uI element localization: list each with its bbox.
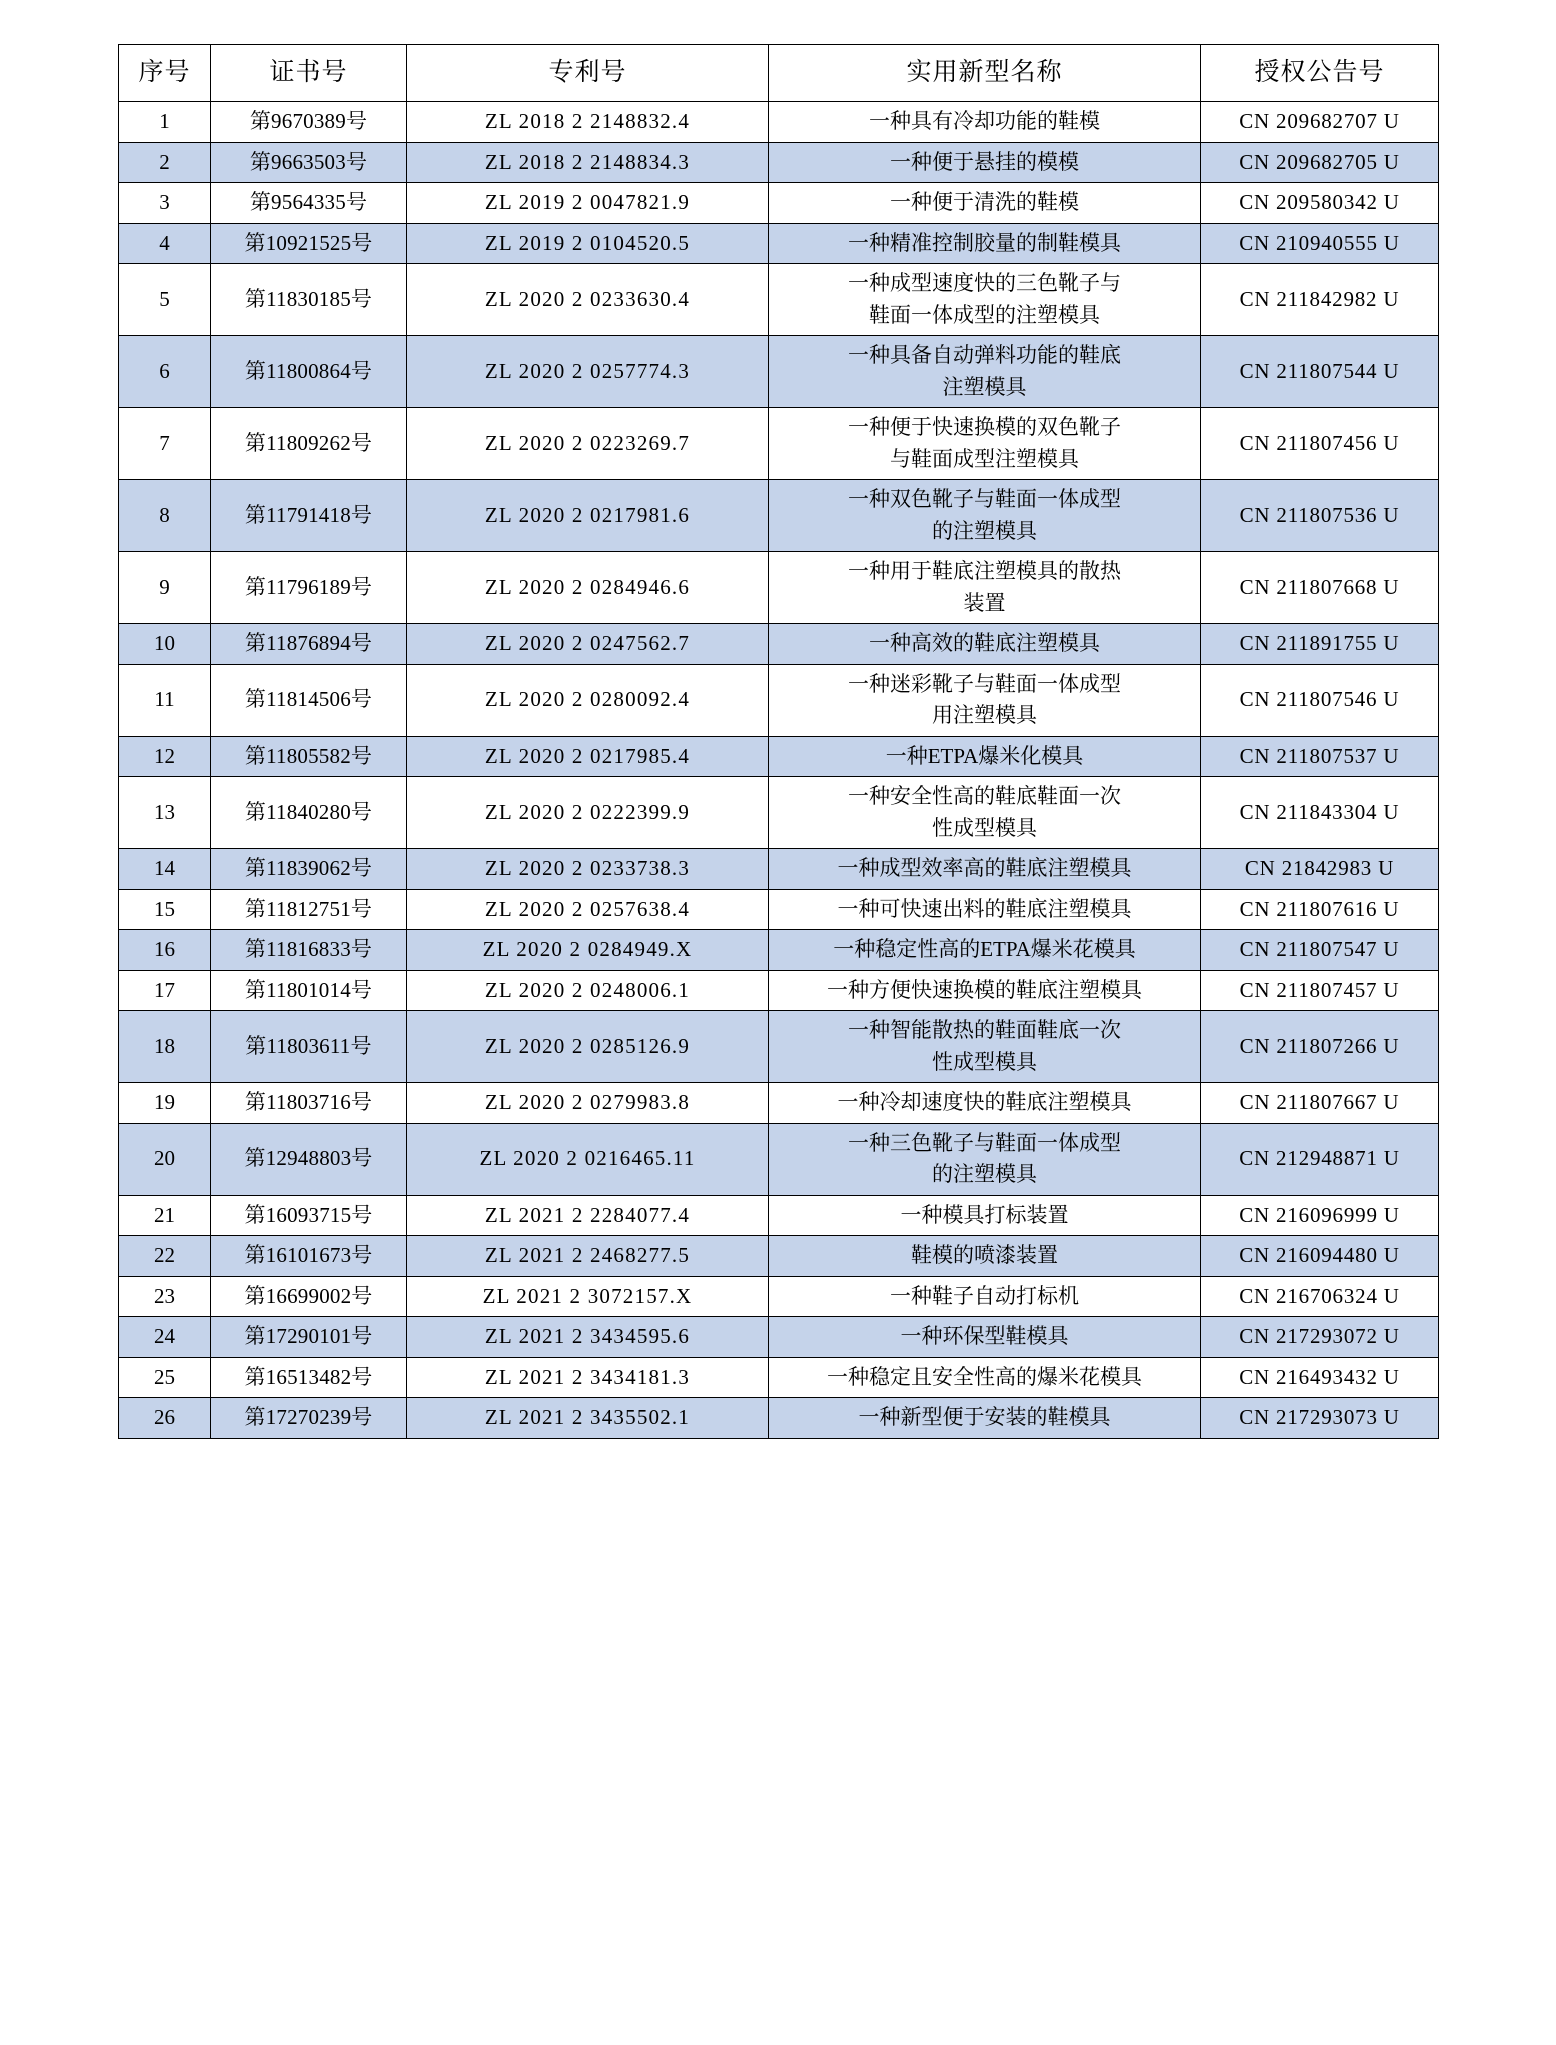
cell-publication-number: CN 216493432 U xyxy=(1201,1357,1439,1398)
patent-table xyxy=(118,44,1439,1439)
cell-utility-model-name: 一种迷彩靴子与鞋面一体成型 用注塑模具 xyxy=(769,664,1201,736)
table-row xyxy=(119,1195,1439,1236)
cell-publication-number: CN 216706324 U xyxy=(1201,1276,1439,1317)
cell-utility-model-name: 一种智能散热的鞋面鞋底一次 性成型模具 xyxy=(769,1011,1201,1083)
table-row xyxy=(119,336,1439,408)
table-row xyxy=(119,480,1439,552)
cell-certificate-number: 第10921525号 xyxy=(211,223,407,264)
cell-publication-number: CN 211807544 U xyxy=(1201,336,1439,408)
cell-certificate-number: 第11803716号 xyxy=(211,1083,407,1124)
cell-seq: 13 xyxy=(119,777,211,849)
cell-publication-number: CN 211842982 U xyxy=(1201,264,1439,336)
table-row xyxy=(119,1276,1439,1317)
cell-publication-number: CN 211807667 U xyxy=(1201,1083,1439,1124)
cell-utility-model-name: 一种精准控制胶量的制鞋模具 xyxy=(769,223,1201,264)
cell-seq: 10 xyxy=(119,624,211,665)
cell-publication-number: CN 211807668 U xyxy=(1201,552,1439,624)
cell-certificate-number: 第16101673号 xyxy=(211,1236,407,1277)
cell-utility-model-name: 一种具有冷却功能的鞋模 xyxy=(769,102,1201,143)
column-header-seq: 序号 xyxy=(119,45,211,102)
table-row xyxy=(119,1317,1439,1358)
cell-utility-model-name: 一种新型便于安装的鞋模具 xyxy=(769,1398,1201,1439)
cell-utility-model-name: 一种用于鞋底注塑模具的散热 装置 xyxy=(769,552,1201,624)
cell-certificate-number: 第11814506号 xyxy=(211,664,407,736)
cell-patent-number: ZL 2020 2 0279983.8 xyxy=(407,1083,769,1124)
column-header-pub: 授权公告号 xyxy=(1201,45,1439,102)
cell-publication-number: CN 211843304 U xyxy=(1201,777,1439,849)
cell-patent-number: ZL 2020 2 0216465.11 xyxy=(407,1123,769,1195)
cell-patent-number: ZL 2020 2 0217985.4 xyxy=(407,736,769,777)
cell-utility-model-name: 一种双色靴子与鞋面一体成型 的注塑模具 xyxy=(769,480,1201,552)
cell-seq: 7 xyxy=(119,408,211,480)
cell-seq: 5 xyxy=(119,264,211,336)
table-row xyxy=(119,1011,1439,1083)
cell-publication-number: CN 211807537 U xyxy=(1201,736,1439,777)
cell-certificate-number: 第12948803号 xyxy=(211,1123,407,1195)
cell-patent-number: ZL 2021 2 2284077.4 xyxy=(407,1195,769,1236)
cell-seq: 12 xyxy=(119,736,211,777)
cell-seq: 15 xyxy=(119,889,211,930)
cell-seq: 17 xyxy=(119,970,211,1011)
cell-utility-model-name: 一种便于清洗的鞋模 xyxy=(769,183,1201,224)
cell-utility-model-name: 一种高效的鞋底注塑模具 xyxy=(769,624,1201,665)
table-header xyxy=(119,45,1439,102)
table-header-row xyxy=(119,45,1439,102)
cell-certificate-number: 第16093715号 xyxy=(211,1195,407,1236)
cell-patent-number: ZL 2021 2 3434595.6 xyxy=(407,1317,769,1358)
cell-patent-number: ZL 2020 2 0257774.3 xyxy=(407,336,769,408)
cell-certificate-number: 第11812751号 xyxy=(211,889,407,930)
cell-utility-model-name: 一种稳定性高的ETPA爆米花模具 xyxy=(769,930,1201,971)
cell-utility-model-name: 一种稳定且安全性高的爆米花模具 xyxy=(769,1357,1201,1398)
table-row xyxy=(119,552,1439,624)
table-body xyxy=(119,102,1439,1439)
cell-seq: 16 xyxy=(119,930,211,971)
cell-seq: 2 xyxy=(119,142,211,183)
cell-certificate-number: 第11830185号 xyxy=(211,264,407,336)
cell-utility-model-name: 一种便于快速换模的双色靴子 与鞋面成型注塑模具 xyxy=(769,408,1201,480)
cell-certificate-number: 第17290101号 xyxy=(211,1317,407,1358)
cell-utility-model-name: 一种成型速度快的三色靴子与 鞋面一体成型的注塑模具 xyxy=(769,264,1201,336)
cell-patent-number: ZL 2020 2 0248006.1 xyxy=(407,970,769,1011)
cell-publication-number: CN 212948871 U xyxy=(1201,1123,1439,1195)
cell-seq: 24 xyxy=(119,1317,211,1358)
cell-utility-model-name: 一种ETPA爆米化模具 xyxy=(769,736,1201,777)
cell-certificate-number: 第11801014号 xyxy=(211,970,407,1011)
cell-publication-number: CN 209580342 U xyxy=(1201,183,1439,224)
cell-patent-number: ZL 2020 2 0285126.9 xyxy=(407,1011,769,1083)
column-header-patent: 专利号 xyxy=(407,45,769,102)
table-row xyxy=(119,408,1439,480)
cell-certificate-number: 第11796189号 xyxy=(211,552,407,624)
cell-seq: 25 xyxy=(119,1357,211,1398)
cell-patent-number: ZL 2020 2 0280092.4 xyxy=(407,664,769,736)
cell-seq: 18 xyxy=(119,1011,211,1083)
cell-certificate-number: 第11800864号 xyxy=(211,336,407,408)
table-row xyxy=(119,142,1439,183)
cell-utility-model-name: 一种方便快速换模的鞋底注塑模具 xyxy=(769,970,1201,1011)
cell-patent-number: ZL 2019 2 0047821.9 xyxy=(407,183,769,224)
cell-patent-number: ZL 2020 2 0257638.4 xyxy=(407,889,769,930)
cell-patent-number: ZL 2020 2 0284949.X xyxy=(407,930,769,971)
cell-patent-number: ZL 2020 2 0284946.6 xyxy=(407,552,769,624)
cell-seq: 9 xyxy=(119,552,211,624)
cell-certificate-number: 第11876894号 xyxy=(211,624,407,665)
cell-publication-number: CN 211807536 U xyxy=(1201,480,1439,552)
cell-publication-number: CN 209682707 U xyxy=(1201,102,1439,143)
table-row xyxy=(119,736,1439,777)
table-row xyxy=(119,849,1439,890)
cell-seq: 11 xyxy=(119,664,211,736)
cell-certificate-number: 第16699002号 xyxy=(211,1276,407,1317)
cell-publication-number: CN 21842983 U xyxy=(1201,849,1439,890)
table-row xyxy=(119,1398,1439,1439)
table-row xyxy=(119,930,1439,971)
cell-utility-model-name: 一种模具打标装置 xyxy=(769,1195,1201,1236)
cell-patent-number: ZL 2018 2 2148834.3 xyxy=(407,142,769,183)
cell-publication-number: CN 210940555 U xyxy=(1201,223,1439,264)
cell-seq: 3 xyxy=(119,183,211,224)
table-row xyxy=(119,777,1439,849)
cell-utility-model-name: 一种安全性高的鞋底鞋面一次 性成型模具 xyxy=(769,777,1201,849)
cell-patent-number: ZL 2021 2 3435502.1 xyxy=(407,1398,769,1439)
cell-patent-number: ZL 2020 2 0223269.7 xyxy=(407,408,769,480)
cell-certificate-number: 第9670389号 xyxy=(211,102,407,143)
cell-publication-number: CN 211807616 U xyxy=(1201,889,1439,930)
cell-certificate-number: 第16513482号 xyxy=(211,1357,407,1398)
cell-publication-number: CN 217293072 U xyxy=(1201,1317,1439,1358)
cell-utility-model-name: 一种环保型鞋模具 xyxy=(769,1317,1201,1358)
cell-seq: 19 xyxy=(119,1083,211,1124)
cell-seq: 23 xyxy=(119,1276,211,1317)
cell-publication-number: CN 216096999 U xyxy=(1201,1195,1439,1236)
cell-patent-number: ZL 2020 2 0217981.6 xyxy=(407,480,769,552)
cell-patent-number: ZL 2021 2 2468277.5 xyxy=(407,1236,769,1277)
cell-publication-number: CN 211807456 U xyxy=(1201,408,1439,480)
cell-certificate-number: 第11839062号 xyxy=(211,849,407,890)
cell-publication-number: CN 209682705 U xyxy=(1201,142,1439,183)
cell-seq: 26 xyxy=(119,1398,211,1439)
cell-publication-number: CN 217293073 U xyxy=(1201,1398,1439,1439)
cell-seq: 1 xyxy=(119,102,211,143)
cell-certificate-number: 第11805582号 xyxy=(211,736,407,777)
cell-certificate-number: 第17270239号 xyxy=(211,1398,407,1439)
cell-utility-model-name: 一种三色靴子与鞋面一体成型 的注塑模具 xyxy=(769,1123,1201,1195)
table-row xyxy=(119,102,1439,143)
table-row xyxy=(119,1083,1439,1124)
cell-seq: 20 xyxy=(119,1123,211,1195)
cell-utility-model-name: 一种成型效率高的鞋底注塑模具 xyxy=(769,849,1201,890)
table-row xyxy=(119,223,1439,264)
table-row xyxy=(119,970,1439,1011)
table-row xyxy=(119,1357,1439,1398)
cell-publication-number: CN 211891755 U xyxy=(1201,624,1439,665)
cell-certificate-number: 第11816833号 xyxy=(211,930,407,971)
table-row xyxy=(119,264,1439,336)
cell-certificate-number: 第9564335号 xyxy=(211,183,407,224)
table-row xyxy=(119,1236,1439,1277)
cell-seq: 21 xyxy=(119,1195,211,1236)
cell-publication-number: CN 211807547 U xyxy=(1201,930,1439,971)
table-row xyxy=(119,889,1439,930)
cell-seq: 22 xyxy=(119,1236,211,1277)
table-row xyxy=(119,624,1439,665)
cell-certificate-number: 第11803611号 xyxy=(211,1011,407,1083)
cell-publication-number: CN 211807546 U xyxy=(1201,664,1439,736)
cell-utility-model-name: 一种便于悬挂的模模 xyxy=(769,142,1201,183)
cell-patent-number: ZL 2020 2 0247562.7 xyxy=(407,624,769,665)
cell-patent-number: ZL 2020 2 0233738.3 xyxy=(407,849,769,890)
cell-patent-number: ZL 2019 2 0104520.5 xyxy=(407,223,769,264)
cell-patent-number: ZL 2020 2 0222399.9 xyxy=(407,777,769,849)
cell-seq: 4 xyxy=(119,223,211,264)
cell-seq: 6 xyxy=(119,336,211,408)
column-header-name: 实用新型名称 xyxy=(769,45,1201,102)
cell-utility-model-name: 一种可快速出料的鞋底注塑模具 xyxy=(769,889,1201,930)
cell-utility-model-name: 一种冷却速度快的鞋底注塑模具 xyxy=(769,1083,1201,1124)
cell-utility-model-name: 一种具备自动弹料功能的鞋底 注塑模具 xyxy=(769,336,1201,408)
cell-utility-model-name: 一种鞋子自动打标机 xyxy=(769,1276,1201,1317)
cell-certificate-number: 第9663503号 xyxy=(211,142,407,183)
cell-certificate-number: 第11809262号 xyxy=(211,408,407,480)
cell-publication-number: CN 216094480 U xyxy=(1201,1236,1439,1277)
column-header-cert: 证书号 xyxy=(211,45,407,102)
cell-patent-number: ZL 2018 2 2148832.4 xyxy=(407,102,769,143)
cell-publication-number: CN 211807457 U xyxy=(1201,970,1439,1011)
table-row xyxy=(119,183,1439,224)
cell-certificate-number: 第11791418号 xyxy=(211,480,407,552)
cell-patent-number: ZL 2020 2 0233630.4 xyxy=(407,264,769,336)
cell-publication-number: CN 211807266 U xyxy=(1201,1011,1439,1083)
patent-table-container xyxy=(118,44,1438,1439)
table-row xyxy=(119,1123,1439,1195)
cell-seq: 14 xyxy=(119,849,211,890)
cell-patent-number: ZL 2021 2 3434181.3 xyxy=(407,1357,769,1398)
table-row xyxy=(119,664,1439,736)
cell-utility-model-name: 鞋模的喷漆装置 xyxy=(769,1236,1201,1277)
cell-certificate-number: 第11840280号 xyxy=(211,777,407,849)
cell-seq: 8 xyxy=(119,480,211,552)
cell-patent-number: ZL 2021 2 3072157.X xyxy=(407,1276,769,1317)
